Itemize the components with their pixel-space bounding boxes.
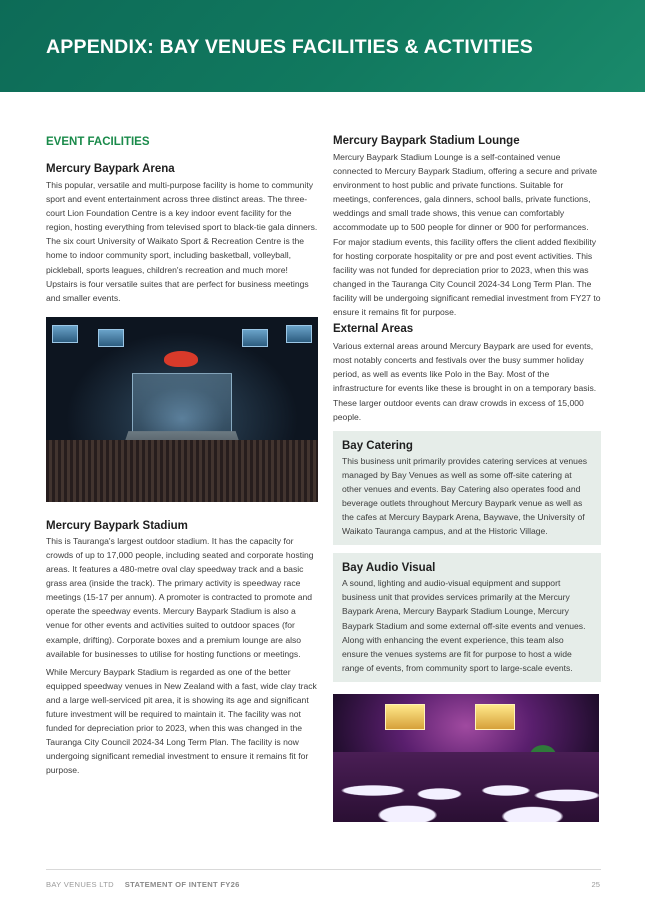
arena-screen-image: [242, 329, 268, 347]
arena-screen-image: [98, 329, 124, 347]
audio-callout: [333, 553, 601, 682]
court-logo-image: [164, 351, 198, 367]
arena-heading: Mercury Baypark Arena: [46, 163, 175, 175]
gala-photo: [333, 694, 599, 822]
arena-screen-image: [52, 325, 78, 343]
catering-callout: [333, 431, 601, 546]
header-banner: [0, 0, 645, 92]
footer-org-name: BAY VENUES LTD: [46, 880, 114, 889]
audio-heading: Bay Audio Visual: [342, 562, 436, 575]
section-label: EVENT FACILITIES: [46, 136, 150, 148]
lounge-body: Mercury Baypark Stadium Lounge is a self-contained venue connected to Mercury Baypark Stadium, offering a secure and private environment to host public and private functions. Suitable for meetings, conferences, gala dinners, school balls, private functions, weddings and small trade shows, this venue can comfortably accommodate up to 500 people for dinner or 900 for performances. For major stadium events, this facility offers the client added flexibility for hosting corporate hospitality or pre and post event activities. This facility was not funded for depreciation prior to 2023, when this was changed in the Tauranga City Council 2024-34 Long Term Plan. The facility will be undergoing significant remedial investment from FY27 to ensure it remains fit for purpose.: [333, 152, 601, 318]
external-heading: External Areas: [333, 323, 414, 336]
audio-body: A sound, lighting and audio-visual equipment and support business unit that provides services primarily at the Mercury Baypark Arena, Mercury Baypark Stadium Lounge, Mercury Baypark Stadium and some external off-site events and venues. Along with enhancing the event experience, this team also ensure the venues systems are fit for purpose to host a wide range of events, from community sport to large-scale events.: [342, 578, 586, 673]
arena-photo: [46, 317, 318, 502]
stage-screen-image: [385, 704, 425, 730]
arena-body: This popular, versatile and multi-purpose facility is home to community sport and event entertainment across three distinct areas. The three-court Lion Foundation Centre is a key indoor event facility for the region, hosting everything from televised sport to black-tie gala dinners. The six court University of Waikato Sport & Recreation Centre is the home to indoor community sport, including basketball, volleyball, pickleball, sports leagues, children's recreation and much more! Upstairs is four versatile suites that are perfect for business meetings and smaller events.: [46, 180, 318, 303]
footer-org: [46, 880, 240, 889]
stage-screen-image: [475, 704, 515, 730]
catering-heading: Bay Catering: [342, 439, 413, 452]
lounge-heading: Mercury Baypark Stadium Lounge: [333, 135, 520, 147]
page-title: APPENDIX: BAY VENUES FACILITIES & ACTIVITIES: [46, 36, 533, 58]
external-body: Various external areas around Mercury Baypark are used for events, most notably concerts and festivals over the busy summer holiday period, as well as events like Polo in the Bay. Most of the infrastructure for events like these is brought in on a temporary basis. These larger outdoor events can draw crowds in excess of 15,000 people.: [333, 341, 597, 422]
left-column: [46, 134, 318, 777]
stadium-body-2: While Mercury Baypark Stadium is regarded as one of the better equipped speedway venues in New Zealand with a fast, wide clay track and a large well-serviced pit area, it is showing its age and significant future investment will be required to maintain it. The facility was not funded for depreciation prior to 2023, when this was changed in the Tauranga City Council 2024-34 Long Term Plan. The facility is now undergoing significant remedial investment to ensure it remains fit for purpose.: [46, 666, 317, 776]
catering-body: This business unit primarily provides catering services at venues managed by Bay Venues as well as some off-site catering at other venues and events. Bay Catering also operates food and beverage outlets throughout Mercury Baypark venue as well as the cafes at Mercury Baypark Arena, Baywave, the University of Waikato Tauranga campus, and at the Historic Village.: [342, 455, 588, 537]
page-number: 25: [591, 880, 600, 889]
footer-divider: [46, 869, 601, 870]
stadium-heading: Mercury Baypark Stadium: [46, 519, 188, 532]
arena-screen-image: [286, 325, 312, 343]
right-column: [333, 134, 601, 822]
footer-doc-title: STATEMENT OF INTENT FY26: [124, 880, 240, 889]
crowd-image: [46, 440, 318, 502]
dining-tables-image: [333, 752, 599, 822]
stadium-body: This is Tauranga's largest outdoor stadium. It has the capacity for crowds of up to 17,000 people, including seated and corporate hosting areas. It features a 480-metre oval clay speedway track and a basic grass area (inside the track). The primary activity is speedway race meetings (15-17 per annum). A promoter is contracted to promote and operate the speedway events. Mercury Baypark Stadium is also a venue for other events and activities suited to outdoor spaces (for example, drifting). Corporate boxes and a premium lounge are also available for businesses to utilise for hosting functions or meetings.: [46, 535, 314, 659]
